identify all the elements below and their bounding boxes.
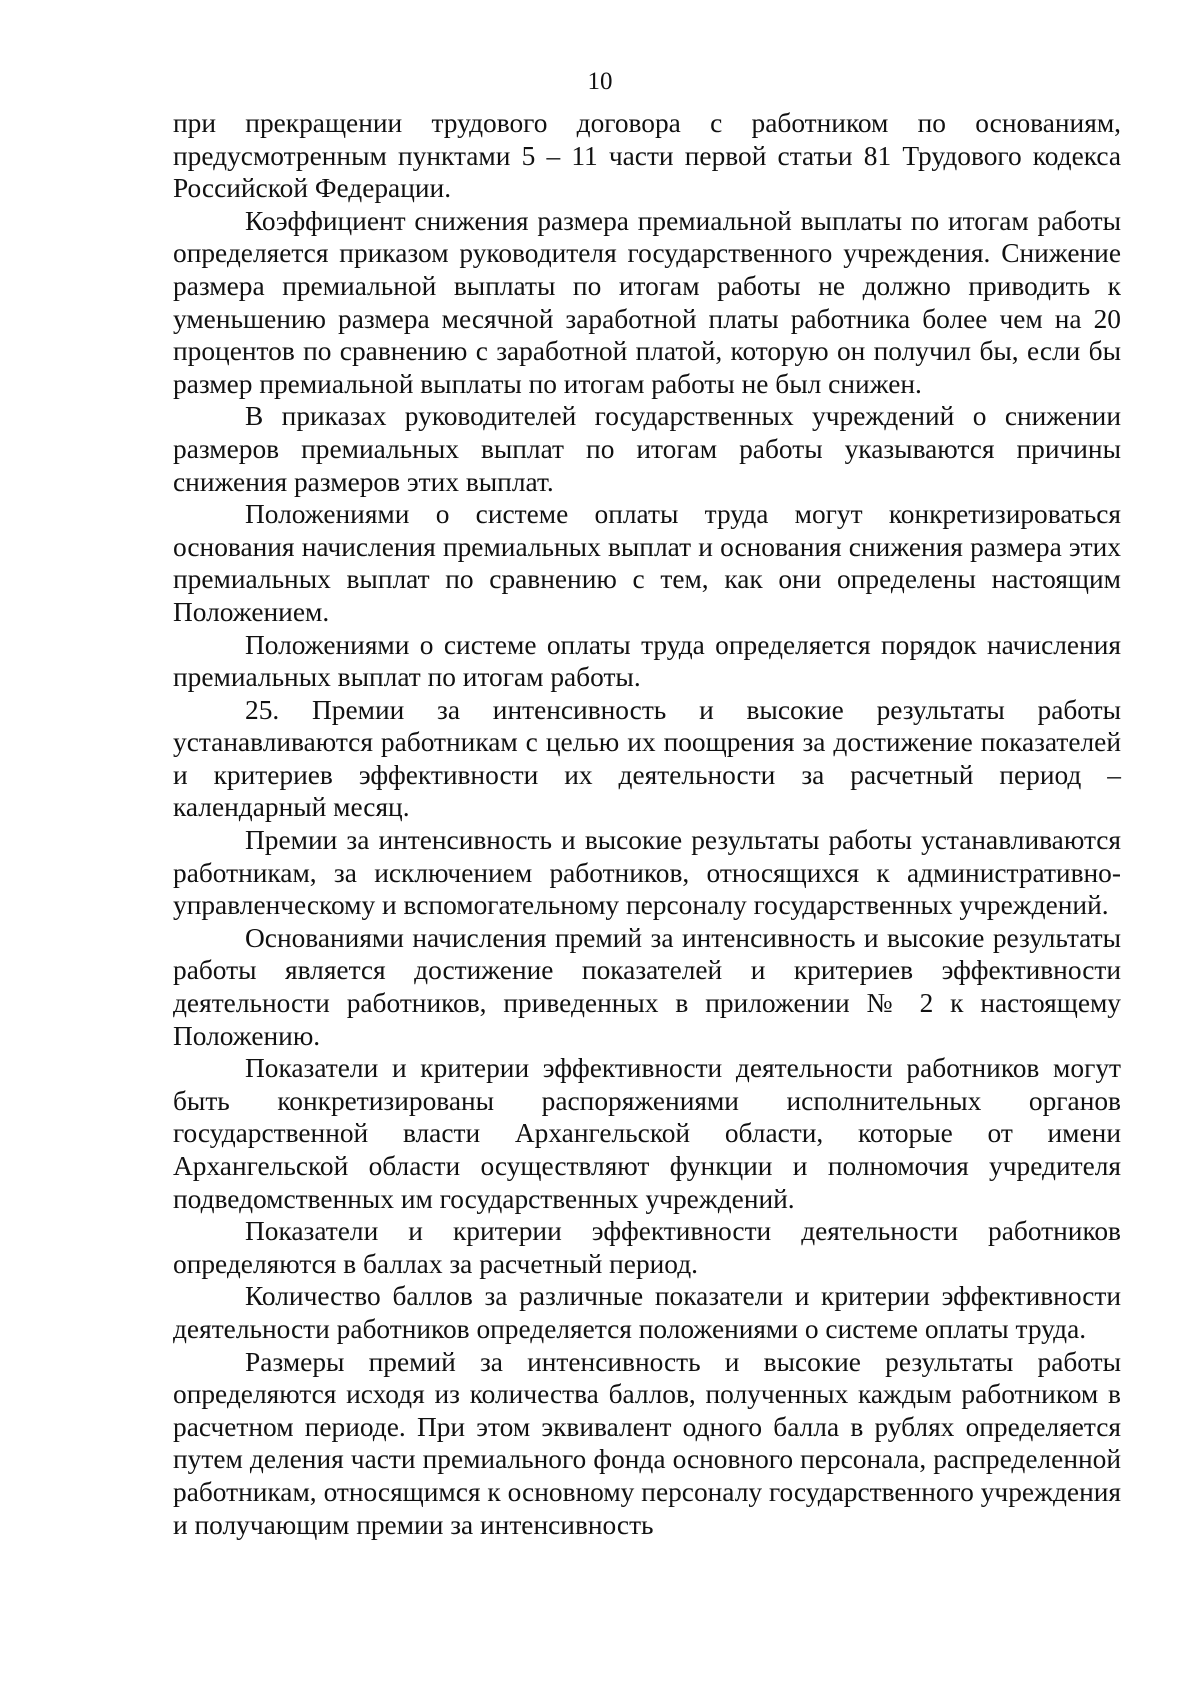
paragraph-bonus-amounts: Размеры премий за интенсивность и высокие результаты работы определяются исходя из количества баллов, полученных каждым работником в расчетном периоде. При этом эквивалент одного балла в рублях определяется путем деления части премиального фонда основного персонала, распределенной работникам, относящимся к основному персоналу государственного учреждения и получающим премии за интенсивность: [173, 1346, 1121, 1540]
paragraph-continuation: при прекращении трудового договора с работником по основаниям, предусмотренным пунктами 5 – 11 части первой статьи 81 Трудового кодекса Российской Федерации.: [173, 108, 1121, 204]
paragraph-criteria-points: Показатели и критерии эффективности деятельности работников определяются в баллах за расчетный период.: [173, 1216, 1121, 1279]
paragraph-bonus-grounds: Основаниями начисления премий за интенсивность и высокие результаты работы является достижение показателей и критериев эффективности деятельности работников, приведенных в приложении № 2 к настоящему Положению.: [173, 922, 1121, 1051]
paragraph-bonus-recipients: Премии за интенсивность и высокие результаты работы устанавливаются работникам, за исключением работников, относящихся к административно-управленческому и вспомогательному персоналу государственных учреждений.: [173, 825, 1121, 921]
document-body: [173, 107, 1121, 1541]
paragraph-clause-25: 25. Премии за интенсивность и высокие результаты работы устанавливаются работникам с целью их поощрения за достижение показателей и критериев эффективности их деятельности за расчетный период – календарный месяц.: [173, 694, 1121, 823]
page-number: 10: [587, 68, 613, 95]
paragraph-reduction-orders: В приказах руководителей государственных учреждений о снижении размеров премиальных выплат по итогам работы указываются причины снижения размеров этих выплат.: [173, 401, 1121, 497]
paragraph-pay-system-specification: Положениями о системе оплаты труда могут конкретизироваться основания начисления премиальных выплат и основания снижения размера этих премиальных выплат по сравнению с тем, как они определены настоящим Положением.: [173, 499, 1121, 627]
paragraph-criteria-specification: Показатели и критерии эффективности деятельности работников могут быть конкретизированы распоряжениями исполнительных органов государственной власти Архангельской области, которые от имени Архангельской области осуществляют функции и полномочия учредителя подведомственных им государственных учреждений.: [173, 1053, 1121, 1214]
paragraph-pay-system-procedure: Положениями о системе оплаты труда определяется порядок начисления премиальных выплат по итогам работы.: [173, 629, 1121, 693]
paragraph-reduction-coefficient: Коэффициент снижения размера премиальной выплаты по итогам работы определяется приказом руководителя государственного учреждения. Снижение размера премиальной выплаты по итогам работы не должно приводить к уменьшению размера месячной заработной платы работника более чем на 20 процентов по сравнению с заработной платой, которую он получил бы, если бы размер премиальной выплаты по итогам работы не был снижен.: [173, 205, 1121, 399]
paragraph-points-quantity: Количество баллов за различные показатели и критерии эффективности деятельности работников определяется положениями о системе оплаты труда.: [173, 1281, 1121, 1344]
